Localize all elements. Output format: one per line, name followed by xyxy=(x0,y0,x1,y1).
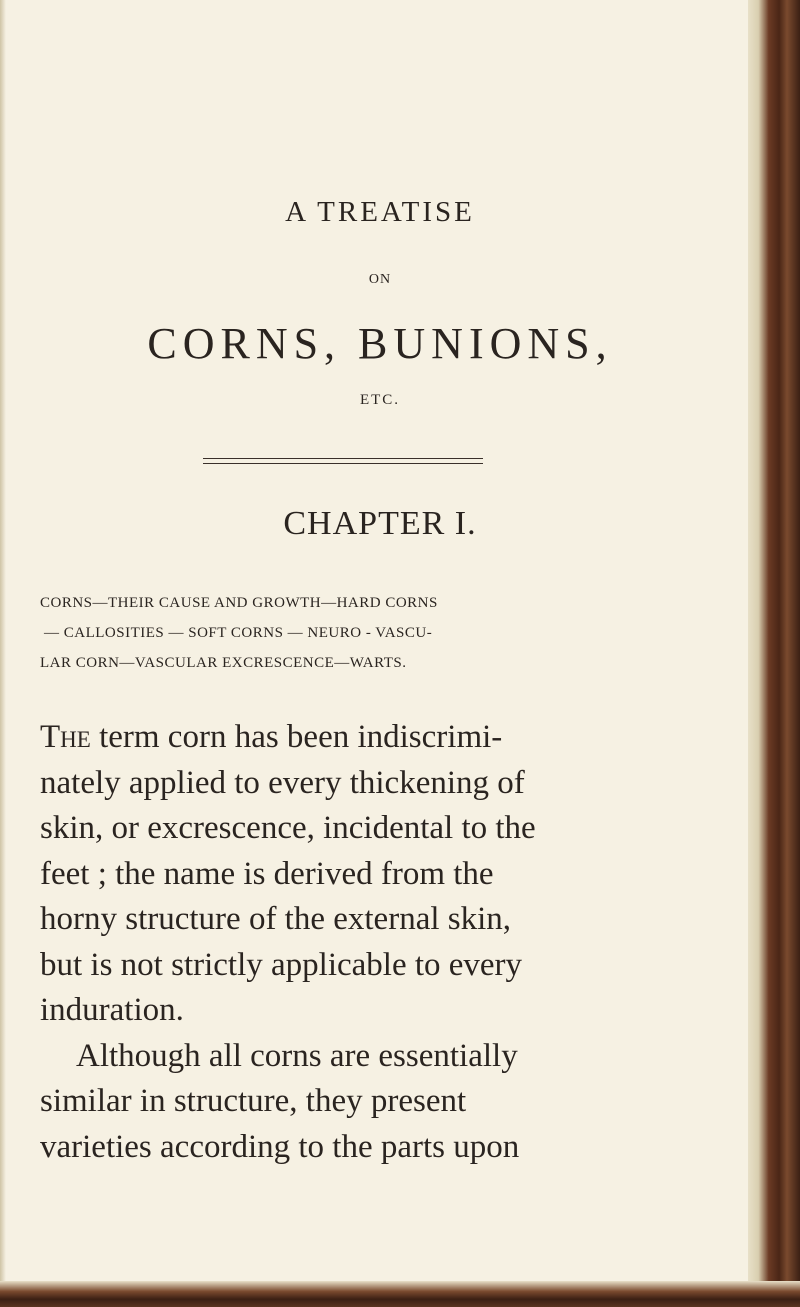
body-first-word: The xyxy=(40,719,91,755)
body-line: feet ; the name is derived from the xyxy=(40,855,494,892)
book-bottom-edge xyxy=(0,1281,800,1307)
title-rule-top xyxy=(203,458,483,459)
body-line: skin, or excrescence, incidental to the xyxy=(40,810,536,846)
summary-line: CORNS—THEIR CAUSE AND GROWTH—HARD CORNS xyxy=(40,595,438,611)
body-line xyxy=(40,715,720,761)
title-line-treatise: A TREATISE xyxy=(285,196,475,228)
title-main: CORNS, BUNIONS, xyxy=(147,319,613,368)
book-binding-edge xyxy=(748,0,800,1307)
body-line: but is not strictly applicable to every xyxy=(40,946,523,983)
body-paragraphs xyxy=(40,715,720,1170)
chapter-summary xyxy=(40,588,720,678)
title-rule-bottom xyxy=(203,463,483,464)
body-line: varieties according to the parts upon xyxy=(40,1128,520,1165)
summary-line: LAR CORN—VASCULAR EXCRESCENCE—WARTS. xyxy=(40,655,407,671)
page-left-edge xyxy=(0,0,6,1307)
title-line-on: ON xyxy=(368,272,392,287)
chapter-heading: CHAPTER I. xyxy=(283,505,477,542)
body-line: similar in structure, they present xyxy=(40,1083,467,1119)
page-content xyxy=(40,0,720,1280)
summary-line: — CALLOSITIES — SOFT CORNS — NEURO - VASCU- xyxy=(44,625,433,641)
body-line: horny structure of the external skin, xyxy=(40,901,512,937)
title-etc: ETC. xyxy=(359,392,401,408)
body-line: nately applied to every thickening of xyxy=(40,764,525,801)
body-line-text: term corn has been indiscrimi- xyxy=(90,719,503,755)
body-line: induration. xyxy=(40,992,184,1028)
body-line: Although all corns are essentially xyxy=(76,1037,518,1074)
